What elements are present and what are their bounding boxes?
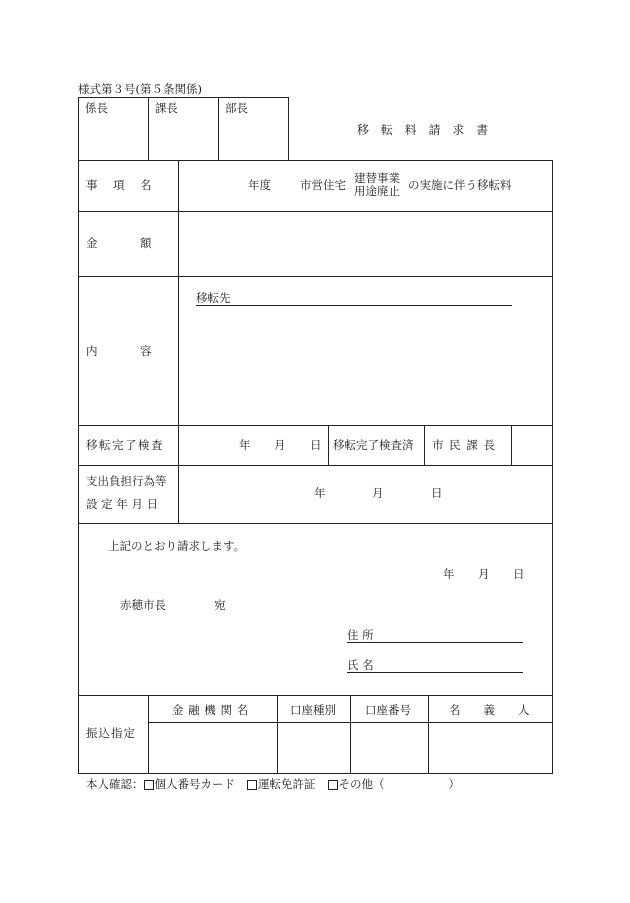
approval-chief: 係長 [85,101,108,115]
header-account-number: 口座番号 [365,703,411,717]
request-day: 日 [513,567,525,581]
destination-label: 移転先 [196,291,231,305]
item-reason-rebuild: 建替事業 [354,171,400,185]
commitment-month: 月 [372,486,384,500]
commitment-label-1: 支出負担行為等 [86,474,167,488]
request-statement: 上記のとおり請求します。 [108,539,246,553]
inspection-month: 月 [274,438,286,452]
account-type-field[interactable] [278,723,349,773]
document-title: 移 転 料 請 求 書 [357,123,493,137]
item-suffix: の実施に伴う移転料 [408,178,512,192]
identity-option-3: その他（ [338,777,385,791]
approval-stamp-area [78,97,289,161]
commitment-year: 年 [314,486,326,500]
checkbox-other[interactable] [328,780,338,790]
approval-director: 部長 [225,101,248,115]
amount-label: 金 額 [86,236,154,250]
destination-field[interactable] [232,288,512,304]
approval-section-chief: 課長 [155,101,178,115]
bank-name-field[interactable] [149,723,276,773]
header-bank-name: 金 融 機 関 名 [172,703,249,717]
identity-row [86,779,460,791]
checkbox-my-number-card[interactable] [144,780,154,790]
form-number: 様式第３号(第５条関係) [78,82,202,96]
item-year: 年度 [248,178,271,192]
amount-field[interactable] [180,213,551,275]
address-line [347,642,523,643]
item-label: 事 項 名 [86,178,154,192]
commitment-day: 日 [431,486,443,500]
header-account-type: 口座種別 [290,703,336,717]
name-label: 氏 名 [347,658,374,672]
inspection-section: 市 民 課 長 [432,438,496,452]
request-month: 月 [478,567,490,581]
destination-line [196,305,512,306]
identity-label: 本人確認： [86,777,144,791]
addressee: 赤穂市長 [120,598,166,612]
item-reason-abolish: 用途廃止 [354,184,400,198]
inspection-done-label: 移転完了検査済 [333,438,414,452]
content-label: 内 容 [86,344,154,358]
addressee-honorific: 宛 [214,598,226,612]
name-line [347,672,523,673]
commitment-label-2: 設 定 年 月 日 [86,497,159,511]
request-year: 年 [443,567,455,581]
transfer-label: 振込指定 [86,726,136,740]
address-field[interactable] [383,626,523,642]
inspection-stamp-field[interactable] [512,426,552,464]
inspection-year: 年 [239,438,251,452]
identity-option-2: 運転免許証 [258,777,316,791]
identity-close: ） [448,777,460,791]
inspection-label: 移転完了検査 [86,438,164,452]
account-holder-field[interactable] [429,723,552,773]
address-label: 住 所 [347,628,374,642]
name-field[interactable] [383,656,523,672]
account-number-field[interactable] [351,723,427,773]
inspection-day: 日 [310,438,322,452]
item-housing: 市営住宅 [300,178,346,192]
checkbox-drivers-license[interactable] [247,780,257,790]
identity-option-1: 個人番号カード [154,777,235,791]
header-account-holder: 名 義 人 [449,703,530,717]
